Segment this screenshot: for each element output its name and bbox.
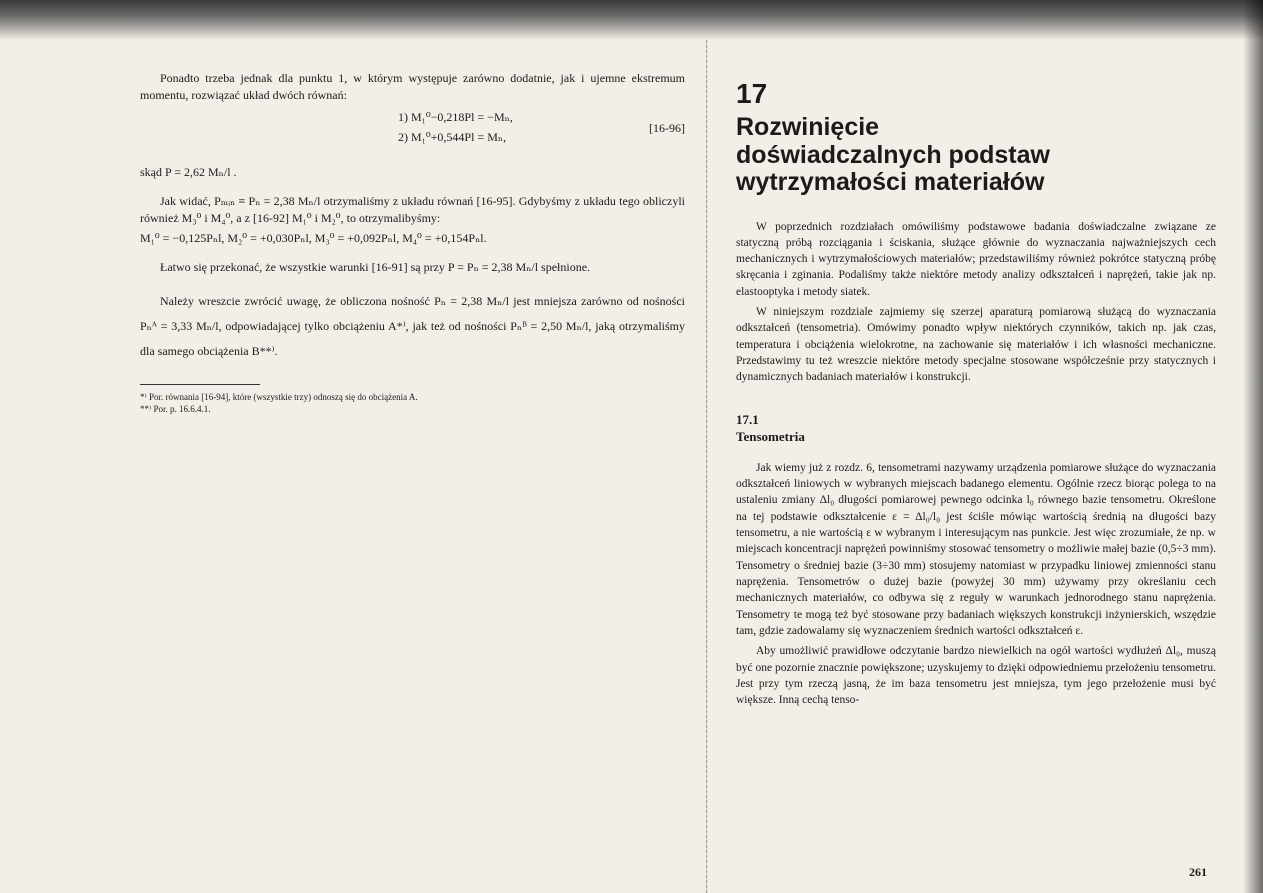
chapter-title-line-2: doświadczalnych podstaw bbox=[736, 140, 1050, 169]
equation-reference: [16-96] bbox=[649, 121, 685, 136]
left-page bbox=[140, 70, 685, 415]
footnotes bbox=[140, 384, 685, 415]
chapter-title-line-1: Rozwinięcie bbox=[736, 113, 880, 141]
result-line: skąd P = 2,62 Mₙ/l . bbox=[140, 164, 237, 179]
page-number: 261 bbox=[1189, 865, 1207, 879]
paragraph-1: Jak widać, Pₘᵢₙ ≡ Pₙ = 2,38 Mₙ/l otrzymaliśmy z układu równań [16-95]. Gdybyśmy z układu tego obliczyli również M₃⁰ i M₄⁰, a z [16-92] M₁⁰ i M₂⁰, to otrzymalibyśmy: bbox=[140, 193, 685, 226]
chapter-number: 17 bbox=[736, 78, 768, 109]
footnote-rule bbox=[140, 384, 260, 385]
equation-system bbox=[140, 109, 685, 150]
paragraph-2: Łatwo się przekonać, że wszystkie warunki [16-91] są przy P = Pₙ = 2,38 Mₙ/l spełnione. bbox=[160, 260, 591, 275]
chapter-paragraph-2: W niniejszym rozdziale zajmiemy się szerzej aparaturą pomiarową służącą do wyznaczania odkształceń (tensometria). Omówimy ponadto wpływ niektórych czynników, takich np. jak czas, temperatura i obciążenia wielokrotne, na zachowanie się materiałów i ich własności mechaniczne. Przedstawimy tu też wreszcie niektóre metody specjalne stosowane współcześnie przy statycznych i dynamicznych badaniach materiałów i konstrukcji. bbox=[736, 306, 1216, 384]
equation-2: 2) M₁⁰+0,544Pl = Mₙ, bbox=[398, 130, 507, 145]
right-edge-shadow bbox=[1243, 0, 1263, 893]
paragraph-3: Należy wreszcie zwrócić uwagę, że obliczona nośność Pₙ = 2,38 Mₙ/l jest mniejsza zarówno od nośności Pₙᴬ = 3,33 Mₙ/l, odpowiadającej tylko obciążeniu A*⁾, jak też od nośności Pₙᴮ = 2,50 Mₙ/l, jaką otrzymaliśmy dla samego obciążenia B**⁾. bbox=[140, 293, 685, 358]
chapter-title bbox=[736, 114, 1216, 197]
section-number: 17.1 bbox=[736, 411, 759, 427]
section-paragraph-1: Jak wiemy już z rozdz. 6, tensometrami nazywamy urządzenia pomiarowe służące do wyznaczania odkształceń liniowych w wybranych miejscach badanego elementu. Ogólnie rzecz biorąc polega to na ustaleniu zmiany Δl₀ długości pomiarowej pewnego odcinka l₀ równego bazie tensometru. Określone na tej podstawie odkształcenie ε = Δl₀/l₀ jest ściśle mówiąc wartością średnią na długości bazy tensometru, a nie wartością ε w wybranym i interesującym nas punkcie. Jest więc zrozumiałe, że np. w miejscach koncentracji naprężeń powinniśmy stosować tensometry o możliwie małej bazie (0,5÷3 mm). Tensometry o średniej bazie (3÷30 mm) stosujemy natomiast w przypadku liniowej zmienności stanu naprężenia. Tensometrów o dużej bazie (powyżej 30 mm) używamy przy określaniu cech mechanicznych materiałów, co odbywa się z reguły w warunkach jednorodnego stanu naprężenia. Tensometry te mogą też być stosowane przy badaniach większych konstrukcji inżynierskich, wszędzie tam, gdzie zadowalamy się wyznaczeniem średnich wartości odkształceń ε. bbox=[736, 461, 1216, 637]
right-page bbox=[736, 80, 1216, 708]
gutter-crease bbox=[706, 40, 708, 893]
footnote-1: *⁾ Por. równania [16-94], które (wszystkie trzy) odnoszą się do obciążenia A. bbox=[140, 392, 418, 403]
moments-line: M₁⁰ = −0,125Pₙl, M₂⁰ = +0,030Pₙl, M₃⁰ = +0,092Pₙl, M₄⁰ = +0,154Pₙl. bbox=[140, 230, 487, 245]
equation-1: 1) M₁⁰−0,218Pl = −Mₙ, bbox=[398, 109, 513, 124]
chapter-paragraph-1: W poprzednich rozdziałach omówiliśmy podstawowe badania doświadczalne związane ze statyczną próbą rozciągania i ściskania, służące głównie do wyznaczania najważniejszych cech mechanicznych i wytrzymałościowych materiałów; przedstawiliśmy również pokrótce statyczną próbę skręcania i zginania. Podaliśmy także niektóre metody analizy odkształceń i naprężeń, takie jak np. elastooptyka i metody siatek. bbox=[736, 220, 1216, 298]
section-paragraph-2: Aby umożliwić prawidłowe odczytanie bardzo niewielkich na ogół wartości wydłużeń Δl₀, muszą być one pozornie znacznie powiększone; uzyskujemy to dzięki odpowiedniemu przełożeniu tensometru. Jest przy tym rzeczą jasną, że im baza tensometru jest mniejsza, tym jego przełożenie musi być większe. Inną cechą tenso- bbox=[736, 645, 1216, 707]
intro-paragraph: Ponadto trzeba jednak dla punktu 1, w którym występuje zarówno dodatnie, jak i ujemne ekstremum momentu, rozwiązać układ dwóch równań: bbox=[140, 71, 685, 103]
chapter-title-line-3: wytrzymałości materiałów bbox=[736, 168, 1045, 196]
footnote-2: **⁾ Por. p. 16.6.4.1. bbox=[140, 404, 211, 415]
top-shadow bbox=[0, 0, 1263, 40]
section-title: Tensometria bbox=[736, 428, 805, 444]
